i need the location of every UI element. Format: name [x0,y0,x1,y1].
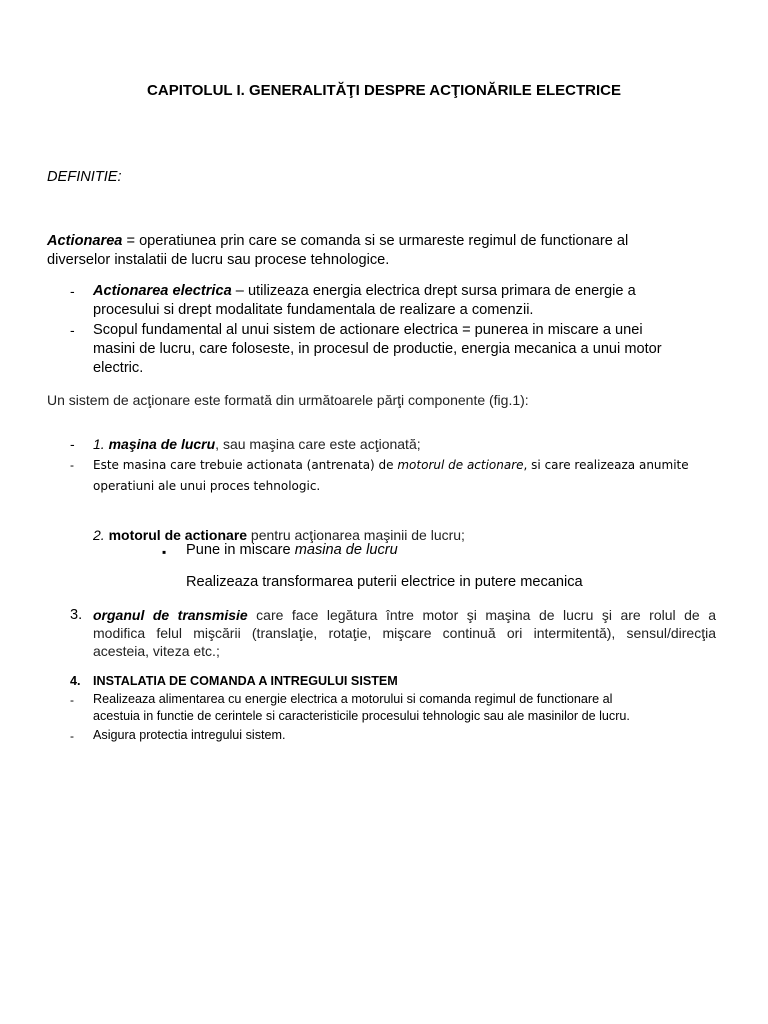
item1-number: 1. [93,436,109,452]
item4-number: 4. [70,674,81,688]
bullet-electrica-line1 [93,282,636,302]
item4-bullet1-line1: Realizeaza alimentarea cu energie electrica a motorului si comanda regimul de functionare al [93,692,613,706]
bullet-electrica-line1-text: – utilizeaza energia electrica drept sursa primara de energie a [231,283,636,299]
item1-desc-italic: motorul de actionare [397,458,524,472]
chapter-title: CAPITOLUL I. GENERALITĂŢI DESPRE ACŢIONĂRILE ELECTRICE [147,82,621,99]
item3-term: organul de transmisie [93,607,248,623]
item2-number: 2. [93,527,109,543]
item1-desc-part2: , si care realizeaza anumite [523,458,689,472]
item3-line3: acesteia, viteza etc.; [93,643,220,659]
actionarea-line1-text: = operatiunea prin care se comanda si se urmareste regimul de functionare al [122,233,629,249]
bullet-scopul-line3: electric. [93,360,144,376]
item2-rest: pentru acţionarea maşinii de lucru; [247,527,465,543]
item1-desc-part1: Este masina care trebuie actionata (antrenata) de [93,458,398,472]
dash-marker: - [70,436,75,452]
item1-line [93,435,421,454]
item3-number: 3. [70,607,83,623]
actionarea-line1 [47,232,628,252]
bullet-electrica-line2: procesului si drept modalitate fundamentala de realizare a comenzii. [93,302,534,318]
item1-desc-line1 [93,455,689,475]
item2-bullet-text: Pune in miscare [186,542,295,558]
dash-marker: - [70,322,75,338]
item3-line1 [93,606,716,625]
definitie-label: DEFINITIE: [47,169,122,185]
item4-bullet2-line1: Asigura protectia intregului sistem. [93,728,286,742]
dash-marker: - [70,283,75,299]
item1-rest: , sau maşina care este acţionată; [215,436,421,452]
dash-marker: - [70,458,74,472]
square-bullet-marker: ▪ [162,545,167,559]
item2-desc: Realizeaza transformarea puterii electrice in putere mecanica [186,574,583,590]
bullet-scopul-line2: masini de lucru, care foloseste, in procesul de productie, energia mecanica a unui motor [93,341,662,357]
item1-desc-line2: operatiuni ale unui proces tehnologic. [93,479,321,493]
item2-term: motorul de actionare [108,527,248,543]
item4-heading: INSTALATIA DE COMANDA A INTREGULUI SISTEM [93,674,398,688]
item2-bullet [186,541,398,561]
item3-line1-rest: care face legătura între motor şi maşina de lucru şi are rolul de a [247,607,716,623]
item1-term: maşina de lucru [108,436,216,452]
dash-marker: - [70,729,74,743]
item2-bullet-italic: masina de lucru [294,542,398,558]
bullet-scopul-line1: Scopul fundamental al unui sistem de actionare electrica = punerea in miscare a unei [93,322,643,338]
item4-bullet1-line2: acestuia in functie de cerintele si caracteristicile procesului tehnologic sau ale masinilor de lucru. [93,709,630,723]
item3-line2: modifica felul mişcării (translaţie, rotaţie, mişcare continuă ori intermitentă), sensul/direcţia [93,625,716,641]
actionarea-term: Actionarea [47,233,123,249]
components-intro: Un sistem de acţionare este formată din următoarele părţi componente (fig.1): [47,392,529,408]
actionarea-line2: diverselor instalatii de lucru sau procese tehnologice. [47,252,390,268]
actionarea-electrica-term: Actionarea electrica [93,283,232,299]
dash-marker: - [70,693,74,707]
